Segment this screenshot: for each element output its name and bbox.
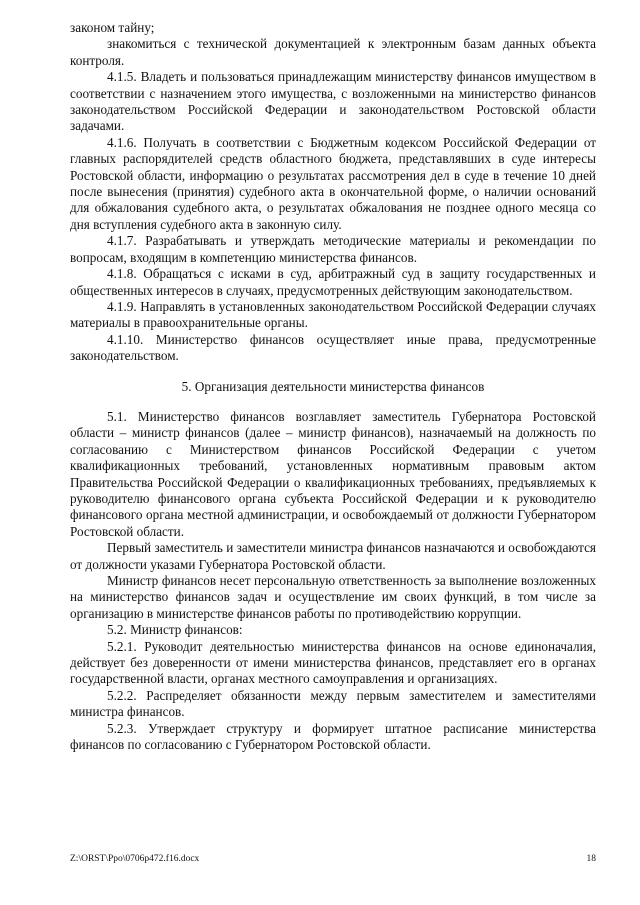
- paragraph: 4.1.10. Министерство финансов осуществляет иные права, предусмотренные законодательством.: [70, 331, 596, 364]
- section-heading: 5. Организация деятельности министерства финансов: [181, 378, 485, 394]
- paragraph: 4.1.9. Направлять в установленных законодательством Российской Федерации случаях материалы в правоохранительные органы.: [70, 298, 596, 331]
- paragraph: 4.1.8. Обращаться с исками в суд, арбитражный суд в защиту государственных и общественных интересов в случаях, предусмотренных действующим законодательством.: [70, 266, 596, 298]
- paragraph: Министр финансов несет персональную ответственность за выполнение возложенных на министерство финансов задач и осуществление им своих функций, в том числе за организацию в министерстве финансов работы по противодействию коррупции.: [70, 573, 596, 621]
- paragraph: 5.2.3. Утверждает структуру и формирует штатное расписание министерства финансов по согласованию с Губернатором Ростовской области.: [70, 720, 596, 753]
- paragraph: 5.2. Министр финансов:: [107, 622, 243, 638]
- paragraph: 5.1. Министерство финансов возглавляет заместитель Губернатора Ростовской области – министр финансов (далее – министр финансов), назначаемый на должность по согласованию с Министерством финансов Российской Федерации с учетом квалификационных требований, установленных нормативным правовым актом Правительства Российской Федерации о квалификационных требованиях, предъявляемых к руководителю финансового органа субъекта Российской Федерации и к руководителю финансового органа местной администрации, и освобождаемый от должности Губернатором Ростовской области.: [70, 408, 596, 539]
- document-body: [70, 20, 596, 753]
- paragraph: знакомиться с технической документацией к электронным базам данных объекта контроля.: [70, 36, 596, 68]
- paragraph: 4.1.6. Получать в соответствии с Бюджетным кодексом Российской Федерации от главных распорядителей средств областного бюджета, представлявших в суде интересы Ростовской области, информацию о результатах рассмотрения дел в суде в течение 10 дней после вынесения (принятия) судебного акта в окончательной форме, о наличии оснований для обжалования судебного акта, о результатах обжалования не позднее одного месяца со дня вступления судебного акта в законную силу.: [70, 134, 596, 232]
- paragraph: 4.1.7. Разрабатывать и утверждать методические материалы и рекомендации по вопросам, входящим в компетенцию министерства финансов.: [70, 233, 596, 265]
- file-path: Z:\ORST\Ppo\0706p472.f16.docx: [70, 854, 200, 864]
- paragraph: 5.2.1. Руководит деятельностью министерства финансов на основе единоначалия, действует без доверенности от имени министерства финансов, представляет его в органах государственной власти, органах местного самоуправления и организациях.: [70, 638, 596, 687]
- paragraph: законом тайну;: [70, 20, 155, 35]
- page-footer: [70, 854, 596, 864]
- paragraph: Первый заместитель и заместители министра финансов назначаются и освобождаются от должности указами Губернатора Ростовской области.: [70, 540, 596, 572]
- page-number: 18: [586, 854, 596, 864]
- paragraph: 4.1.5. Владеть и пользоваться принадлежащим министерству финансов имуществом в соответствии с назначением этого имущества, с возложенными на министерство финансов законодательством Российской Федерации и законодательством Ростовской области задачами.: [70, 69, 596, 134]
- paragraph: 5.2.2. Распределяет обязанности между первым заместителем и заместителями министра финансов.: [70, 687, 596, 720]
